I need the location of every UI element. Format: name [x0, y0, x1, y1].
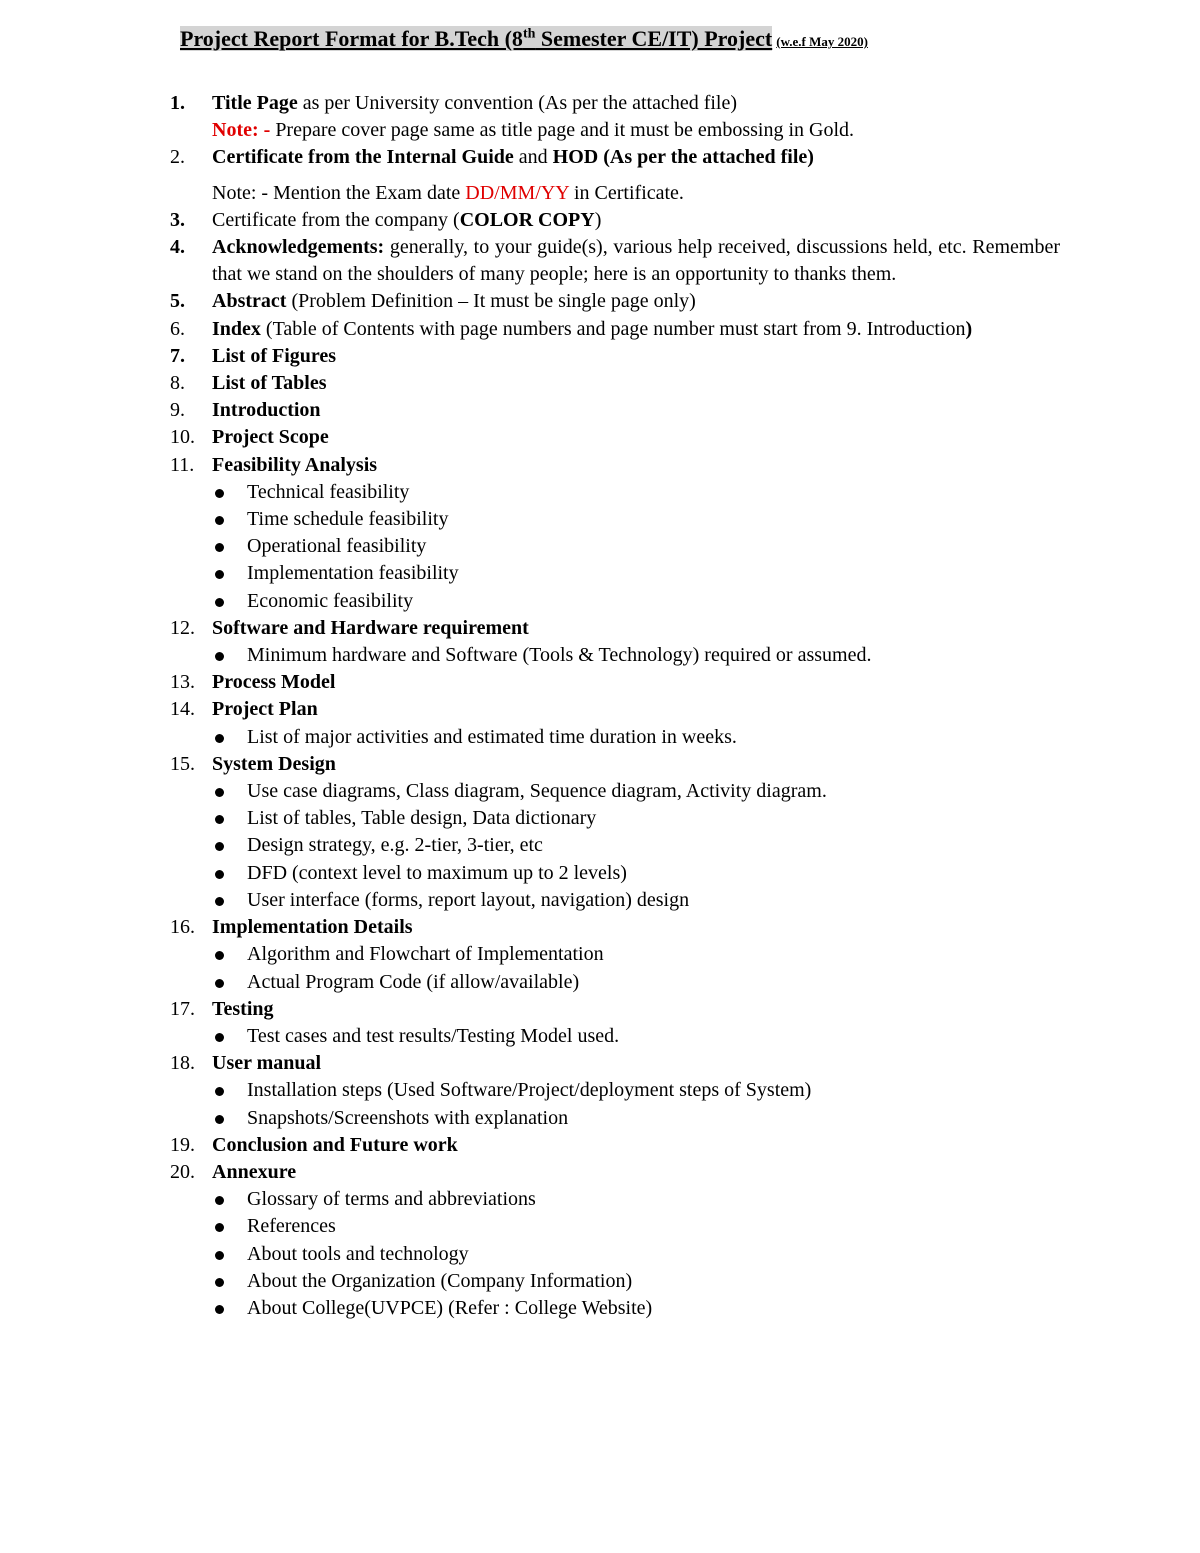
list-item-project-scope: [170, 424, 1060, 451]
bullet-icon: [215, 570, 224, 579]
list-item-index: [170, 316, 1060, 343]
item-heading: Abstract: [212, 290, 287, 313]
list-item-list-of-figures: [170, 343, 1060, 370]
item-number: 1.: [170, 92, 185, 114]
item-heading: Testing: [212, 997, 274, 1020]
item-number: 2.: [170, 146, 185, 169]
sub-item-text: Glossary of terms and abbreviations: [247, 1188, 536, 1211]
sub-item-text: About College(UVPCE) (Refer : College Website): [247, 1296, 653, 1319]
sub-item: [170, 479, 1060, 506]
sub-item-text: List of tables, Table design, Data dictionary: [247, 807, 597, 830]
note-text-end: in Certificate.: [568, 181, 684, 204]
list-item-system-design: [170, 751, 1060, 778]
note-label: Note: -: [212, 119, 271, 142]
item-number: 19.: [170, 1133, 195, 1156]
item-heading: Project Plan: [212, 698, 318, 721]
item-number: 4.: [170, 236, 185, 259]
list-item-testing: [170, 996, 1060, 1023]
item-number: 5.: [170, 290, 185, 313]
item-number: 15.: [170, 752, 195, 775]
item-text: as per University convention (As per the attached file): [297, 92, 738, 114]
item-number: 18.: [170, 1052, 195, 1075]
item-heading: Certificate from the Internal Guide: [212, 146, 514, 169]
bullet-icon: [215, 815, 224, 824]
sub-item: [170, 1023, 1060, 1050]
exam-date-note: [212, 180, 1060, 207]
sub-item-text: List of major activities and estimated time duration in weeks.: [247, 725, 737, 748]
bullet-icon: [215, 1278, 224, 1287]
sub-item: [170, 969, 1060, 996]
item-text-end: ): [965, 317, 973, 340]
sub-item-text: Algorithm and Flowchart of Implementation: [247, 943, 604, 966]
sub-item-text: Technical feasibility: [247, 480, 410, 503]
bullet-icon: [215, 543, 224, 552]
sub-item: [170, 1105, 1060, 1132]
item-text: (Table of Contents with page numbers and page number must start from 9. Introduction: [260, 317, 966, 340]
sub-item: [170, 1241, 1060, 1268]
sub-item: [170, 941, 1060, 968]
sub-item: [170, 506, 1060, 533]
item-heading: User manual: [212, 1052, 322, 1075]
bullet-icon: [215, 788, 224, 797]
item-text: and: [513, 146, 553, 169]
title-text-1: Project Report Format for B.Tech (8: [180, 26, 523, 51]
list-item-abstract: [170, 288, 1060, 315]
title-text-2: Semester CE/IT) Project: [535, 26, 773, 51]
item-heading: Annexure: [212, 1160, 297, 1183]
sub-item-text: Use case diagrams, Class diagram, Sequence diagram, Activity diagram.: [247, 780, 827, 803]
item-number: 6.: [170, 317, 185, 340]
item-heading: Acknowledgements:: [212, 236, 385, 259]
sub-item: [170, 1213, 1060, 1240]
item-heading: Feasibility Analysis: [212, 453, 378, 476]
title-superscript: th: [522, 26, 536, 42]
list-item-certificate-guide: [170, 144, 1060, 206]
sub-item: [170, 778, 1060, 805]
sub-item: [170, 560, 1060, 587]
bullet-icon: [215, 842, 224, 851]
bullet-icon: [215, 1251, 224, 1260]
list-item-introduction: [170, 397, 1060, 424]
list-item-implementation-details: [170, 914, 1060, 941]
list-item-list-of-tables: [170, 370, 1060, 397]
sub-item-text: About the Organization (Company Information): [247, 1269, 633, 1292]
item-heading: Process Model: [212, 671, 336, 694]
bullet-icon: [215, 652, 224, 661]
sub-item-text: Actual Program Code (if allow/available): [247, 970, 580, 993]
bullet-icon: [215, 516, 224, 525]
sub-item: [170, 832, 1060, 859]
sub-item: [170, 1077, 1060, 1104]
sub-item: [170, 533, 1060, 560]
item-number: 7.: [170, 344, 185, 367]
sub-item-text: Design strategy, e.g. 2-tier, 3-tier, etc: [247, 834, 543, 857]
item-number: 11.: [170, 453, 195, 476]
item-heading: Software and Hardware requirement: [212, 616, 529, 639]
item-number: 14.: [170, 698, 195, 721]
item-heading: Index: [212, 317, 261, 340]
date-format: DD/MM/YY: [465, 181, 569, 204]
list-item-process-model: [170, 669, 1060, 696]
sub-item-text: Minimum hardware and Software (Tools & Technology) required or assumed.: [247, 644, 872, 667]
bullet-icon: [215, 1087, 224, 1096]
item-heading: List of Tables: [212, 372, 327, 395]
sub-item-text: Implementation feasibility: [247, 562, 459, 585]
sub-item: [170, 724, 1060, 751]
item-heading-2: HOD (As per the attached file): [552, 146, 814, 169]
item-heading: System Design: [212, 752, 336, 775]
sub-item-text: Snapshots/Screenshots with explanation: [247, 1106, 569, 1129]
bullet-icon: [215, 1196, 224, 1205]
item-heading: Project Scope: [212, 426, 329, 449]
list-item-acknowledgements: [170, 234, 1060, 288]
item-text: Certificate from the company (: [212, 208, 460, 231]
item-number: 3.: [170, 208, 185, 231]
item-number: 17.: [170, 997, 195, 1020]
list-item-user-manual: [170, 1050, 1060, 1077]
item-number: 12.: [170, 616, 195, 639]
bullet-icon: [215, 1305, 224, 1314]
bullet-icon: [215, 1223, 224, 1232]
bullet-icon: [215, 1115, 224, 1124]
item-number: 16.: [170, 916, 195, 939]
bullet-icon: [215, 598, 224, 607]
item-number: 9.: [170, 399, 185, 422]
bullet-icon: [215, 870, 224, 879]
bullet-icon: [215, 734, 224, 743]
item-text: (Problem Definition – It must be single page only): [286, 290, 696, 313]
report-format-list: [170, 90, 1060, 1322]
sub-item-text: DFD (context level to maximum up to 2 levels): [247, 861, 627, 884]
sub-item-text: References: [247, 1215, 336, 1238]
sub-item-text: Test cases and test results/Testing Model used.: [247, 1024, 620, 1047]
list-item-software-hardware: [170, 615, 1060, 642]
sub-item-text: Installation steps (Used Software/Project/deployment steps of System): [247, 1079, 812, 1102]
list-item-title-page: [170, 90, 1060, 144]
sub-item-text: Time schedule feasibility: [247, 508, 449, 531]
title-highlight: [180, 26, 772, 51]
sub-item: [170, 860, 1060, 887]
item-heading: Title Page: [212, 92, 298, 114]
note-text: Prepare cover page same as title page and it must be embossing in Gold.: [270, 119, 855, 142]
sub-item-text: About tools and technology: [247, 1242, 469, 1265]
list-item-project-plan: [170, 696, 1060, 723]
item-heading: List of Figures: [212, 344, 337, 367]
sub-item: [170, 1268, 1060, 1295]
note-text: Note: - Mention the Exam date: [212, 181, 466, 204]
sub-item: [170, 805, 1060, 832]
item-heading: Introduction: [212, 399, 321, 422]
sub-item-text: User interface (forms, report layout, navigation) design: [247, 888, 690, 911]
list-item-conclusion: [170, 1132, 1060, 1159]
sub-item: [170, 588, 1060, 615]
bullet-icon: [215, 1033, 224, 1042]
bullet-icon: [215, 897, 224, 906]
title-effective-date: (w.e.f May 2020): [776, 34, 868, 49]
list-item-annexure: [170, 1159, 1060, 1186]
sub-item: [170, 887, 1060, 914]
item-heading: Implementation Details: [212, 916, 413, 939]
list-item-certificate-company: [170, 207, 1060, 234]
page-title: [180, 26, 1080, 52]
item-text: generally, to your guide(s), various help received, discussions held, etc. Remember that we stand on the shoulders of many people; here is an opportunity to thanks them.: [212, 236, 1060, 286]
item-heading: COLOR COPY: [459, 208, 595, 231]
item-number: 20.: [170, 1160, 195, 1183]
item-number: 13.: [170, 671, 195, 694]
list-item-feasibility-analysis: [170, 452, 1060, 479]
item-number: 10.: [170, 426, 195, 449]
sub-item: [170, 1295, 1060, 1322]
bullet-icon: [215, 979, 224, 988]
bullet-icon: [215, 489, 224, 498]
sub-item-text: Operational feasibility: [247, 535, 427, 558]
item-text-end: ): [594, 208, 602, 231]
sub-item: [170, 1186, 1060, 1213]
item-number: 8.: [170, 372, 185, 395]
bullet-icon: [215, 951, 224, 960]
item-heading: Conclusion and Future work: [212, 1133, 458, 1156]
sub-item: [170, 642, 1060, 669]
sub-item-text: Economic feasibility: [247, 589, 414, 612]
